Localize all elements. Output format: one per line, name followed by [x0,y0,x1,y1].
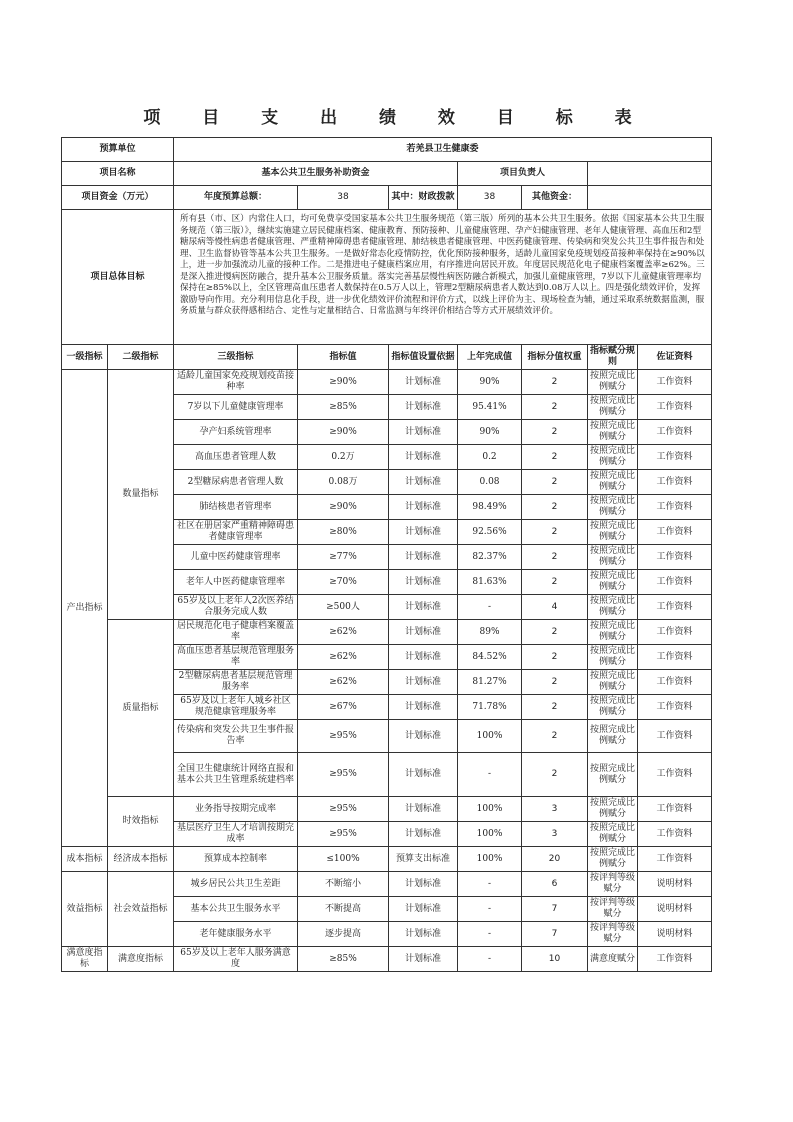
indicator-basis: 计划标准 [389,620,458,645]
scoring-rule: 按照完成比例赋分 [588,753,638,797]
evidence: 工作资料 [638,370,712,395]
indicator-basis: 计划标准 [389,670,458,695]
scoring-rule: 按照完成比例赋分 [588,445,638,470]
indicator-weight: 2 [522,495,588,520]
level1-output: 产出指标 [62,370,108,847]
last-year-value: 81.27% [458,670,522,695]
last-year-value: 89% [458,620,522,645]
scoring-rule: 按照完成比例赋分 [588,545,638,570]
indicator-name: 基本公共卫生服务水平 [174,897,298,922]
indicator-basis: 计划标准 [389,470,458,495]
indicator-value: ≥62% [298,645,389,670]
goal-label: 项目总体目标 [62,210,174,345]
indicator-value: ≥90% [298,495,389,520]
last-year-value: 84.52% [458,645,522,670]
indicator-value: ≥90% [298,420,389,445]
scoring-rule: 按照完成比例赋分 [588,720,638,753]
indicator-weight: 20 [522,847,588,872]
last-year-value: - [458,922,522,947]
indicator-weight: 6 [522,872,588,897]
indicator-weight: 2 [522,753,588,797]
scoring-rule: 按照完成比例赋分 [588,470,638,495]
indicator-weight: 3 [522,822,588,847]
evidence: 工作资料 [638,545,712,570]
evidence: 工作资料 [638,445,712,470]
budget-unit-row [62,138,712,162]
indicator-weight: 2 [522,695,588,720]
indicator-value: ≥95% [298,822,389,847]
scoring-rule: 按照完成比例赋分 [588,595,638,620]
indicator-name: 传染病和突发公共卫生事件报告率 [174,720,298,753]
scoring-rule: 按照完成比例赋分 [588,670,638,695]
evidence: 工作资料 [638,797,712,822]
indicator-weight: 2 [522,420,588,445]
last-year-value: 0.2 [458,445,522,470]
indicator-weight: 2 [522,395,588,420]
budget-unit-label: 预算单位 [62,138,174,162]
last-year-value: 100% [458,797,522,822]
indicator-value: ≥85% [298,947,389,972]
indicator-value: ≥62% [298,670,389,695]
indicator-name: 预算成本控制率 [174,847,298,872]
indicator-basis: 计划标准 [389,872,458,897]
indicator-weight: 2 [522,620,588,645]
indicator-name: 高血压患者基层规范管理服务率 [174,645,298,670]
level2-timeliness: 时效指标 [108,797,174,847]
last-year-value: - [458,872,522,897]
indicator-basis: 计划标准 [389,922,458,947]
last-year-value: 90% [458,370,522,395]
indicator-value: ≤100% [298,847,389,872]
last-year-value: 95.41% [458,395,522,420]
col-header: 指标值设置依据 [389,345,458,370]
indicator-name: 全国卫生健康统计网络直报和基本公共卫生管理系统建档率 [174,753,298,797]
last-year-value: 100% [458,822,522,847]
indicator-basis: 计划标准 [389,822,458,847]
scoring-rule: 按评判等级赋分 [588,872,638,897]
other-funds-label: 其他资金： [522,186,588,210]
scoring-rule: 按照完成比例赋分 [588,645,638,670]
indicator-basis: 计划标准 [389,520,458,545]
level1-satisfaction: 满意度指标 [62,947,108,972]
evidence: 工作资料 [638,695,712,720]
project-name-label: 项目名称 [62,162,174,186]
indicator-value: ≥500人 [298,595,389,620]
indicator-name: 7岁以下儿童健康管理率 [174,395,298,420]
indicator-name: 老年人中医药健康管理率 [174,570,298,595]
annual-budget-label: 年度预算总额： [174,186,298,210]
col-header: 一级指标 [62,345,108,370]
project-leader-value [588,162,712,186]
level1-cost: 成本指标 [62,847,108,872]
evidence: 工作资料 [638,620,712,645]
indicator-value: ≥80% [298,520,389,545]
indicator-name: 2型糖尿病患者基层规范管理服务率 [174,670,298,695]
indicator-basis: 计划标准 [389,545,458,570]
indicator-basis: 计划标准 [389,720,458,753]
scoring-rule: 按评判等级赋分 [588,922,638,947]
indicator-basis: 计划标准 [389,897,458,922]
indicator-basis: 预算支出标准 [389,847,458,872]
indicator-value: ≥95% [298,720,389,753]
indicator-name: 65岁及以上老年人服务满意度 [174,947,298,972]
scoring-rule: 按照完成比例赋分 [588,370,638,395]
evidence: 工作资料 [638,947,712,972]
evidence: 说明材料 [638,872,712,897]
level2-social-benefit: 社会效益指标 [108,872,174,947]
indicator-value: ≥95% [298,797,389,822]
last-year-value: 90% [458,420,522,445]
budget-unit-value: 若羌县卫生健康委 [174,138,712,162]
evidence: 说明材料 [638,922,712,947]
fiscal-value: 38 [458,186,522,210]
evidence: 说明材料 [638,897,712,922]
indicator-weight: 3 [522,797,588,822]
level1-benefit: 效益指标 [62,872,108,947]
last-year-value: 100% [458,847,522,872]
indicator-row [62,370,712,395]
project-name-value: 基本公共卫生服务补助资金 [174,162,458,186]
last-year-value: 92.56% [458,520,522,545]
indicator-name: 65岁及以上老年人城乡社区规范健康管理服务率 [174,695,298,720]
indicator-row [62,797,712,822]
last-year-value: 98.49% [458,495,522,520]
col-header: 指标值 [298,345,389,370]
indicator-row [62,947,712,972]
scoring-rule: 按照完成比例赋分 [588,520,638,545]
indicator-name: 城乡居民公共卫生差距 [174,872,298,897]
indicator-name: 基层医疗卫生人才培训按期完成率 [174,822,298,847]
last-year-value: - [458,753,522,797]
scoring-rule: 按照完成比例赋分 [588,395,638,420]
evidence: 工作资料 [638,847,712,872]
evidence: 工作资料 [638,395,712,420]
indicator-basis: 计划标准 [389,495,458,520]
indicator-name: 居民规范化电子健康档案覆盖率 [174,620,298,645]
last-year-value: - [458,897,522,922]
goal-text: 所有县（市、区）内常住人口，均可免费享受国家基本公共卫生服务规范（第三版）所列的基本公共卫生服务。依据《国家基本公共卫生服务规范（第三版）》，继续实施建立居民健康档案、健康教育、预防接种、儿童健康管理、孕产妇健康管理、老年人健康管理、高血压和2型糖尿病等慢性病患者健康管理、严重精神障碍患者健康管理、肺结核患者健康管理、中医药健康管理、传染病和突发公共卫生事件报告和处理、卫生监督协管等基本公共卫生服务。一是做好常态化疫情防控，优化预防接种服务，适龄儿童国家免疫规划疫苗接种率保持在≥90%以上，进一步加强流动儿童的接种工作。二是推进电子健康档案应用，有序推进向居民开放。年度居民规范化电子健康档案覆盖率≥62%。三是深入推进慢病医防融合，提升基本公卫服务质量。落实完善基层慢性病医防融合新模式，加强儿童健康管理，7岁以下儿童健康管理率均保持在≥85%以上，全区管理高血压患者人数保持在0.5万人以上，管理2型糖尿病患者人数达到0.08万人以上。四是强化绩效评价，发挥激励导向作用。充分利用信息化手段，进一步优化绩效评价流程和评价方式，以线上评价为主、现场检查为辅，通过采取系统数据监测，服务质量与群众获得感相结合、定性与定量相结合、日常监测与年终评价相结合等方式开展绩效评价。 [174,210,712,345]
indicator-weight: 2 [522,545,588,570]
indicator-value: ≥90% [298,370,389,395]
indicator-weight: 7 [522,897,588,922]
col-header: 指标分值权重 [522,345,588,370]
scoring-rule: 按照完成比例赋分 [588,495,638,520]
indicator-weight: 2 [522,445,588,470]
evidence: 工作资料 [638,720,712,753]
indicator-value: 逐步提高 [298,922,389,947]
project-name-row [62,162,712,186]
scoring-rule: 按照完成比例赋分 [588,847,638,872]
evidence: 工作资料 [638,495,712,520]
last-year-value: - [458,595,522,620]
goal-row [62,210,712,345]
indicator-weight: 2 [522,645,588,670]
indicator-name: 社区在册居家严重精神障碍患者健康管理率 [174,520,298,545]
indicator-name: 肺结核患者管理率 [174,495,298,520]
scoring-rule: 按照完成比例赋分 [588,570,638,595]
indicator-basis: 计划标准 [389,420,458,445]
indicator-name: 老年健康服务水平 [174,922,298,947]
indicator-value: ≥67% [298,695,389,720]
indicator-value: ≥95% [298,753,389,797]
last-year-value: 82.37% [458,545,522,570]
indicator-basis: 计划标准 [389,595,458,620]
indicator-weight: 2 [522,470,588,495]
indicator-value: ≥62% [298,620,389,645]
last-year-value: - [458,947,522,972]
indicator-value: ≥70% [298,570,389,595]
indicator-row [62,872,712,897]
fiscal-label: 其中：财政拨款 [389,186,458,210]
level2-quality: 质量指标 [108,620,174,797]
scoring-rule: 按照完成比例赋分 [588,420,638,445]
col-header: 上年完成值 [458,345,522,370]
indicator-weight: 2 [522,570,588,595]
indicator-value: 不断缩小 [298,872,389,897]
evidence: 工作资料 [638,520,712,545]
last-year-value: 71.78% [458,695,522,720]
indicator-weight: 10 [522,947,588,972]
col-header: 佐证资料 [638,345,712,370]
indicator-basis: 计划标准 [389,645,458,670]
page-title: 项 目 支 出 绩 效 目 标 表 [143,108,650,128]
col-header: 指标赋分规则 [588,345,638,370]
indicator-value: 0.2万 [298,445,389,470]
scoring-rule: 按照完成比例赋分 [588,797,638,822]
funds-row [62,186,712,210]
last-year-value: 100% [458,720,522,753]
indicator-basis: 计划标准 [389,570,458,595]
project-leader-label: 项目负责人 [458,162,588,186]
column-header-row [62,345,712,370]
indicator-basis: 计划标准 [389,753,458,797]
indicator-value: ≥85% [298,395,389,420]
scoring-rule: 按照完成比例赋分 [588,695,638,720]
indicator-row [62,847,712,872]
col-header: 二级指标 [108,345,174,370]
indicator-weight: 7 [522,922,588,947]
indicator-name: 高血压患者管理人数 [174,445,298,470]
evidence: 工作资料 [638,420,712,445]
indicator-weight: 4 [522,595,588,620]
level2-quantity: 数量指标 [108,370,174,620]
last-year-value: 0.08 [458,470,522,495]
indicator-basis: 计划标准 [389,445,458,470]
last-year-value: 81.63% [458,570,522,595]
indicator-basis: 计划标准 [389,370,458,395]
indicator-value: 0.08万 [298,470,389,495]
indicator-weight: 2 [522,720,588,753]
scoring-rule: 按照完成比例赋分 [588,822,638,847]
performance-table [61,137,712,972]
indicator-value: 不断提高 [298,897,389,922]
evidence: 工作资料 [638,670,712,695]
evidence: 工作资料 [638,470,712,495]
scoring-rule: 满意度赋分 [588,947,638,972]
indicator-weight: 2 [522,520,588,545]
evidence: 工作资料 [638,753,712,797]
indicator-name: 2型糖尿病患者管理人数 [174,470,298,495]
indicator-name: 适龄儿童国家免疫规划疫苗接种率 [174,370,298,395]
indicator-weight: 2 [522,670,588,695]
evidence: 工作资料 [638,645,712,670]
indicator-value: ≥77% [298,545,389,570]
level2-economic-cost: 经济成本指标 [108,847,174,872]
indicator-basis: 计划标准 [389,947,458,972]
indicator-basis: 计划标准 [389,797,458,822]
indicator-name: 儿童中医药健康管理率 [174,545,298,570]
evidence: 工作资料 [638,570,712,595]
indicator-name: 业务指导按期完成率 [174,797,298,822]
indicator-weight: 2 [522,370,588,395]
scoring-rule: 按评判等级赋分 [588,897,638,922]
funds-label: 项目资金（万元） [62,186,174,210]
scoring-rule: 按照完成比例赋分 [588,620,638,645]
evidence: 工作资料 [638,595,712,620]
evidence: 工作资料 [638,822,712,847]
other-funds-value [588,186,712,210]
indicator-basis: 计划标准 [389,395,458,420]
indicator-row [62,620,712,645]
indicator-name: 孕产妇系统管理率 [174,420,298,445]
level2-satisfaction: 满意度指标 [108,947,174,972]
col-header: 三级指标 [174,345,298,370]
indicator-basis: 计划标准 [389,695,458,720]
annual-budget-value: 38 [298,186,389,210]
indicator-name: 65岁及以上老年人2次医养结合服务完成人数 [174,595,298,620]
